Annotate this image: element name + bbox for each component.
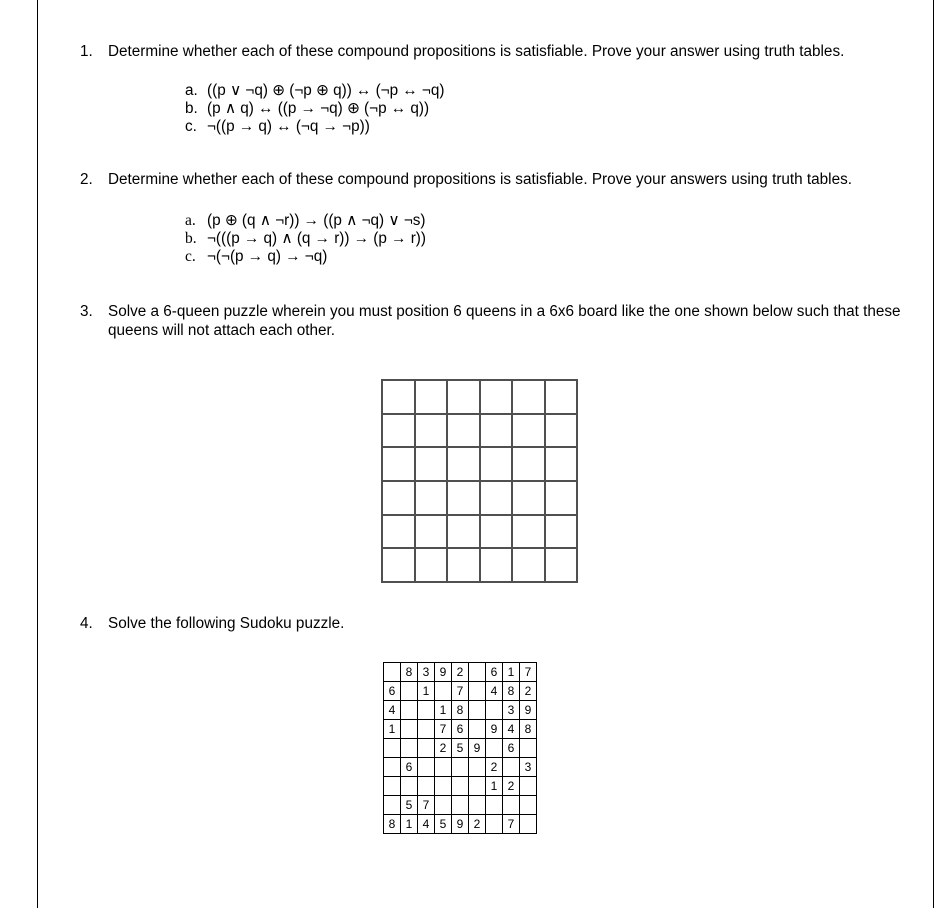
sudoku-row xyxy=(384,682,537,701)
sudoku-cell xyxy=(401,720,418,739)
sudoku-cell xyxy=(469,701,486,720)
sudoku-cell: 5 xyxy=(401,796,418,815)
sudoku-cell xyxy=(418,701,435,720)
sudoku-cell: 6 xyxy=(452,720,469,739)
sudoku-cell xyxy=(435,777,452,796)
item-label: c. xyxy=(185,118,197,135)
question-2-item-c xyxy=(185,248,327,265)
sudoku-row xyxy=(384,739,537,758)
sudoku-cell xyxy=(384,663,401,682)
sudoku-cell xyxy=(469,796,486,815)
sudoku-cell: 7 xyxy=(503,815,520,834)
sudoku-cell: 3 xyxy=(520,758,537,777)
sudoku-cell xyxy=(384,758,401,777)
item-label: c. xyxy=(185,248,196,265)
sudoku-cell: 3 xyxy=(503,701,520,720)
item-expression: ¬(((p → q) ∧ (q → r)) → (p → r)) xyxy=(207,230,426,247)
sudoku-cell: 1 xyxy=(401,815,418,834)
sudoku-cell: 1 xyxy=(435,701,452,720)
sudoku-row xyxy=(384,758,537,777)
sudoku-cell xyxy=(401,701,418,720)
sudoku-cell xyxy=(452,777,469,796)
sudoku-cell: 4 xyxy=(384,701,401,720)
question-number: 3. xyxy=(80,303,93,320)
sudoku-cell: 4 xyxy=(486,682,503,701)
sudoku-cell xyxy=(401,739,418,758)
board-row-line xyxy=(381,446,578,448)
sudoku-cell xyxy=(435,758,452,777)
sudoku-cell: 1 xyxy=(384,720,401,739)
sudoku-cell: 9 xyxy=(520,701,537,720)
sudoku-cell xyxy=(520,796,537,815)
question-2-item-a xyxy=(185,212,426,229)
sudoku-cell xyxy=(435,796,452,815)
sudoku-cell xyxy=(469,777,486,796)
sudoku-cell: 9 xyxy=(435,663,452,682)
item-expression: ((p ∨ ¬q) ⊕ (¬p ⊕ q)) ↔ (¬p ↔ ¬q) xyxy=(207,82,445,99)
sudoku-cell: 4 xyxy=(503,720,520,739)
page-border-right xyxy=(933,0,934,908)
sudoku-row xyxy=(384,796,537,815)
sudoku-cell: 8 xyxy=(520,720,537,739)
sudoku-cell xyxy=(384,777,401,796)
sudoku-cell xyxy=(503,758,520,777)
sudoku-cell xyxy=(486,701,503,720)
item-expression: (p ∧ q) ↔ ((p → ¬q) ⊕ (¬p ↔ q)) xyxy=(207,100,430,117)
sudoku-cell: 1 xyxy=(418,682,435,701)
item-label: b. xyxy=(185,230,197,247)
sudoku-cell xyxy=(435,682,452,701)
sudoku-cell: 7 xyxy=(418,796,435,815)
sudoku-cell: 6 xyxy=(384,682,401,701)
sudoku-cell: 2 xyxy=(520,682,537,701)
sudoku-cell xyxy=(418,777,435,796)
sudoku-row xyxy=(384,663,537,682)
question-number: 2. xyxy=(80,171,93,188)
sudoku-row xyxy=(384,815,537,834)
sudoku-cell: 1 xyxy=(503,663,520,682)
item-expression: ¬((p → q) ↔ (¬q → ¬p)) xyxy=(207,118,370,135)
question-1-item-b xyxy=(185,100,429,117)
question-text: Determine whether each of these compound propositions is satisfiable. Prove your answers using truth tables. xyxy=(108,171,852,188)
queens-board xyxy=(381,379,578,583)
sudoku-cell: 1 xyxy=(486,777,503,796)
question-text: Determine whether each of these compound propositions is satisfiable. Prove your answer using truth tables. xyxy=(108,43,845,60)
question-number: 4. xyxy=(80,615,93,632)
sudoku-row xyxy=(384,777,537,796)
sudoku-cell: 8 xyxy=(384,815,401,834)
sudoku-cell: 9 xyxy=(469,739,486,758)
question-1-item-a xyxy=(185,82,444,99)
item-label: a. xyxy=(185,82,198,99)
sudoku-cell xyxy=(469,758,486,777)
question-2-item-b xyxy=(185,230,426,247)
sudoku-cell xyxy=(384,739,401,758)
item-label: b. xyxy=(185,100,198,117)
sudoku-cell xyxy=(401,777,418,796)
sudoku-cell: 6 xyxy=(401,758,418,777)
sudoku-cell: 2 xyxy=(435,739,452,758)
sudoku-cell: 8 xyxy=(452,701,469,720)
sudoku-cell: 2 xyxy=(469,815,486,834)
sudoku-cell: 6 xyxy=(486,663,503,682)
question-text: Solve a 6-queen puzzle wherein you must position 6 queens in a 6x6 board like the one shown below such that these queens will not attach each other. xyxy=(108,303,901,339)
item-label: a. xyxy=(185,212,196,229)
sudoku-cell xyxy=(401,682,418,701)
sudoku-cell xyxy=(520,815,537,834)
sudoku-cell: 7 xyxy=(435,720,452,739)
sudoku-cell xyxy=(486,739,503,758)
sudoku-cell: 2 xyxy=(452,663,469,682)
sudoku-cell xyxy=(384,796,401,815)
sudoku-cell xyxy=(469,682,486,701)
sudoku-cell: 7 xyxy=(452,682,469,701)
question-number: 1. xyxy=(80,43,93,60)
sudoku-grid xyxy=(383,662,537,834)
item-expression: ¬(¬(p → q) → ¬q) xyxy=(207,248,328,265)
sudoku-cell xyxy=(503,796,520,815)
sudoku-cell xyxy=(452,796,469,815)
board-row-line xyxy=(381,581,578,583)
sudoku-cell: 8 xyxy=(503,682,520,701)
sudoku-cell xyxy=(520,777,537,796)
item-expression: (p ⊕ (q ∧ ¬r)) → ((p ∧ ¬q) ∨ ¬s) xyxy=(207,212,426,229)
sudoku-cell xyxy=(469,663,486,682)
board-row-line xyxy=(381,514,578,516)
sudoku-cell xyxy=(418,739,435,758)
board-row-line xyxy=(381,547,578,549)
question-text: Solve the following Sudoku puzzle. xyxy=(108,615,345,632)
sudoku-cell xyxy=(520,739,537,758)
sudoku-cell: 9 xyxy=(486,720,503,739)
board-row-line xyxy=(381,413,578,415)
page-border-left xyxy=(37,0,38,908)
sudoku-cell: 9 xyxy=(452,815,469,834)
question-1-item-c xyxy=(185,118,370,135)
sudoku-cell xyxy=(452,758,469,777)
sudoku-cell: 8 xyxy=(401,663,418,682)
sudoku-cell xyxy=(486,815,503,834)
sudoku-cell xyxy=(418,758,435,777)
sudoku-cell: 2 xyxy=(503,777,520,796)
sudoku-cell xyxy=(418,720,435,739)
sudoku-row xyxy=(384,701,537,720)
sudoku-cell xyxy=(469,720,486,739)
sudoku-cell: 7 xyxy=(520,663,537,682)
sudoku-cell: 2 xyxy=(486,758,503,777)
sudoku-cell: 5 xyxy=(452,739,469,758)
sudoku-cell: 6 xyxy=(503,739,520,758)
board-row-line xyxy=(381,480,578,482)
sudoku-cell: 3 xyxy=(418,663,435,682)
sudoku-cell: 5 xyxy=(435,815,452,834)
board-row-line xyxy=(381,379,578,381)
sudoku-cell xyxy=(486,796,503,815)
sudoku-cell: 4 xyxy=(418,815,435,834)
sudoku-row xyxy=(384,720,537,739)
